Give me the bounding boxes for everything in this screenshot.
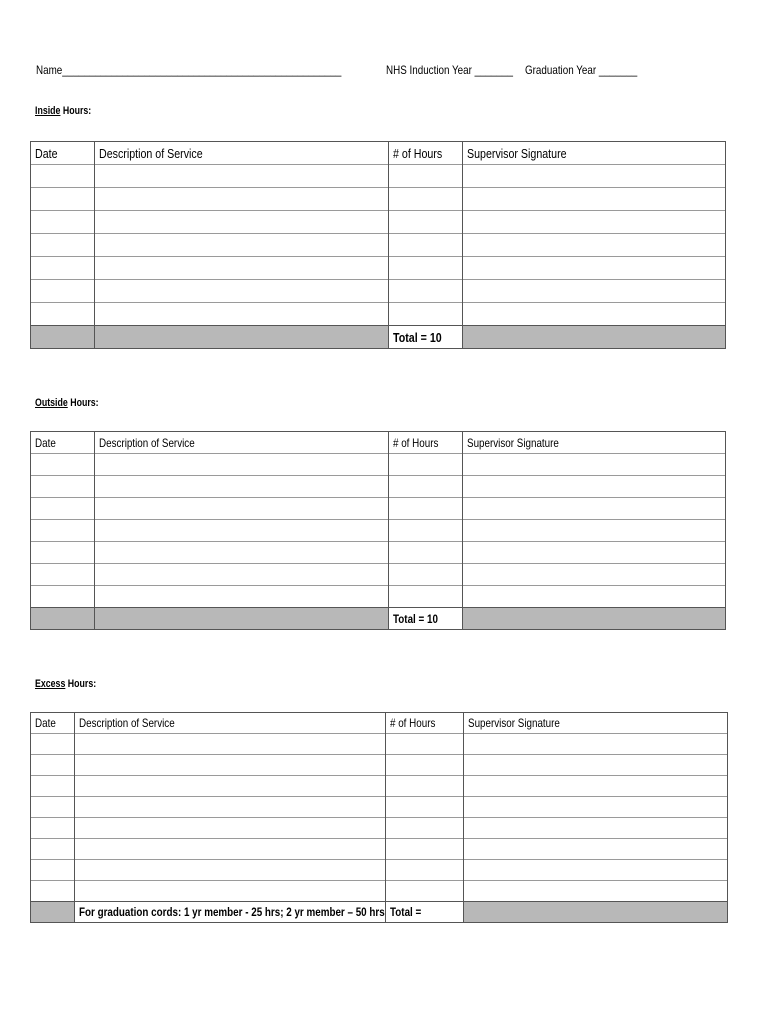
signature-cell[interactable]: [463, 498, 726, 520]
date-cell[interactable]: [31, 564, 95, 586]
excess-heading-rest: Hours:: [65, 678, 97, 690]
signature-cell[interactable]: [463, 257, 726, 280]
table-row: [31, 818, 728, 839]
date-cell[interactable]: [31, 211, 95, 234]
hours-cell[interactable]: [386, 755, 464, 776]
hours-cell[interactable]: [389, 454, 463, 476]
signature-cell[interactable]: [463, 476, 726, 498]
table-header-row: [31, 432, 726, 454]
table-row: [31, 542, 726, 564]
signature-cell[interactable]: [463, 454, 726, 476]
signature-cell[interactable]: [463, 280, 726, 303]
hours-cell[interactable]: [389, 234, 463, 257]
excess-hours-heading: [35, 678, 96, 690]
description-cell[interactable]: [95, 520, 389, 542]
shaded-cell: [95, 326, 389, 349]
hours-column-header: # of Hours: [389, 432, 463, 454]
description-cell[interactable]: [95, 280, 389, 303]
graduation-year-label: Graduation Year _______: [525, 63, 638, 77]
nhs-induction-year-label: NHS Induction Year _______: [386, 63, 513, 77]
description-cell[interactable]: [95, 257, 389, 280]
table-row: [31, 454, 726, 476]
date-cell[interactable]: [31, 860, 75, 881]
hours-cell[interactable]: [386, 797, 464, 818]
outside-hours-table: [30, 431, 726, 630]
table-row: [31, 211, 726, 234]
hours-cell[interactable]: [389, 586, 463, 608]
description-cell[interactable]: [75, 776, 386, 797]
description-column-header: Description of Service: [95, 142, 389, 165]
date-cell[interactable]: [31, 520, 95, 542]
signature-cell[interactable]: [464, 797, 728, 818]
signature-cell[interactable]: [463, 211, 726, 234]
table-row: [31, 257, 726, 280]
table-row: [31, 839, 728, 860]
date-cell[interactable]: [31, 755, 75, 776]
total-label: Total =: [386, 902, 464, 923]
table-row: [31, 860, 728, 881]
signature-cell[interactable]: [464, 818, 728, 839]
signature-cell[interactable]: [463, 188, 726, 211]
signature-column-header: Supervisor Signature: [464, 713, 728, 734]
description-cell[interactable]: [95, 586, 389, 608]
date-cell[interactable]: [31, 303, 95, 326]
description-cell[interactable]: [75, 755, 386, 776]
date-column-header: Date: [31, 142, 95, 165]
signature-cell[interactable]: [464, 860, 728, 881]
description-cell[interactable]: [95, 165, 389, 188]
date-cell[interactable]: [31, 776, 75, 797]
date-cell[interactable]: [31, 734, 75, 755]
date-cell[interactable]: [31, 188, 95, 211]
description-cell[interactable]: [95, 542, 389, 564]
hours-cell[interactable]: [389, 476, 463, 498]
table-row: [31, 564, 726, 586]
inside-heading-underlined: Inside: [35, 105, 61, 117]
hours-cell[interactable]: [389, 280, 463, 303]
total-row: [31, 326, 726, 349]
signature-cell[interactable]: [463, 586, 726, 608]
description-cell[interactable]: [75, 881, 386, 902]
description-cell[interactable]: [95, 498, 389, 520]
signature-cell[interactable]: [463, 542, 726, 564]
signature-cell[interactable]: [463, 564, 726, 586]
hours-cell[interactable]: [389, 165, 463, 188]
table-row: [31, 755, 728, 776]
table-row: [31, 498, 726, 520]
shaded-cell: [31, 608, 95, 630]
outside-heading-rest: Hours:: [67, 397, 99, 409]
description-cell[interactable]: [75, 818, 386, 839]
table-row: [31, 234, 726, 257]
excess-heading-underlined: Excess: [35, 678, 66, 690]
date-cell[interactable]: [31, 881, 75, 902]
hours-cell[interactable]: [386, 860, 464, 881]
signature-column-header: Supervisor Signature: [463, 142, 726, 165]
hours-column-header: # of Hours: [386, 713, 464, 734]
description-cell[interactable]: [95, 454, 389, 476]
table-row: [31, 881, 728, 902]
inside-hours-table: [30, 141, 726, 349]
hours-cell[interactable]: [389, 542, 463, 564]
shaded-cell: [31, 326, 95, 349]
description-cell[interactable]: [75, 860, 386, 881]
excess-hours-table: [30, 712, 728, 923]
date-cell[interactable]: [31, 818, 75, 839]
description-cell[interactable]: [95, 303, 389, 326]
total-label: Total = 10: [389, 326, 463, 349]
signature-cell[interactable]: [463, 165, 726, 188]
date-cell[interactable]: [31, 839, 75, 860]
hours-cell[interactable]: [386, 839, 464, 860]
date-cell[interactable]: [31, 280, 95, 303]
hours-cell[interactable]: [389, 257, 463, 280]
description-column-header: Description of Service: [95, 432, 389, 454]
hours-cell[interactable]: [386, 881, 464, 902]
signature-cell[interactable]: [463, 520, 726, 542]
description-cell[interactable]: [95, 564, 389, 586]
table-row: [31, 165, 726, 188]
signature-column-header: Supervisor Signature: [463, 432, 726, 454]
date-cell[interactable]: [31, 797, 75, 818]
date-column-header: Date: [31, 713, 75, 734]
date-column-header: Date: [31, 432, 95, 454]
description-cell[interactable]: [75, 839, 386, 860]
hours-cell[interactable]: [389, 564, 463, 586]
outside-heading-underlined: Outside: [35, 397, 68, 409]
table-row: [31, 586, 726, 608]
table-row: [31, 476, 726, 498]
table-row: [31, 797, 728, 818]
shaded-cell: [464, 902, 728, 923]
hours-column-header: # of Hours: [389, 142, 463, 165]
table-row: [31, 280, 726, 303]
hours-cell[interactable]: [389, 211, 463, 234]
hours-cell[interactable]: [389, 303, 463, 326]
table-row: [31, 776, 728, 797]
date-cell[interactable]: [31, 476, 95, 498]
inside-heading-rest: Hours:: [60, 105, 92, 117]
shaded-cell: [463, 326, 726, 349]
signature-cell[interactable]: [463, 303, 726, 326]
hours-cell[interactable]: [389, 188, 463, 211]
signature-cell[interactable]: [464, 755, 728, 776]
date-cell[interactable]: [31, 498, 95, 520]
date-cell[interactable]: [31, 257, 95, 280]
signature-cell[interactable]: [463, 234, 726, 257]
date-cell[interactable]: [31, 586, 95, 608]
description-column-header: Description of Service: [75, 713, 386, 734]
description-cell[interactable]: [95, 211, 389, 234]
total-row: [31, 608, 726, 630]
table-row: [31, 188, 726, 211]
hours-cell[interactable]: [389, 520, 463, 542]
description-cell[interactable]: [95, 476, 389, 498]
signature-cell[interactable]: [464, 839, 728, 860]
date-cell[interactable]: [31, 542, 95, 564]
table-row: [31, 520, 726, 542]
table-row: [31, 303, 726, 326]
shaded-cell: [463, 608, 726, 630]
name-field-label: Name___________________________________________________: [36, 63, 342, 77]
date-cell[interactable]: [31, 234, 95, 257]
shaded-cell: [31, 902, 75, 923]
hours-cell[interactable]: [386, 734, 464, 755]
description-cell[interactable]: [75, 734, 386, 755]
date-cell[interactable]: [31, 454, 95, 476]
signature-cell[interactable]: [464, 734, 728, 755]
description-cell[interactable]: [95, 188, 389, 211]
description-cell[interactable]: [95, 234, 389, 257]
signature-cell[interactable]: [464, 776, 728, 797]
signature-cell[interactable]: [464, 881, 728, 902]
outside-hours-heading: [35, 397, 99, 409]
graduation-cords-note: For graduation cords: 1 yr member - 25 hrs; 2 yr member – 50 hrs: [75, 902, 386, 923]
hours-cell[interactable]: [389, 498, 463, 520]
inside-hours-heading: [35, 105, 91, 117]
total-row: [31, 902, 728, 923]
date-cell[interactable]: [31, 165, 95, 188]
table-row: [31, 734, 728, 755]
table-header-row: [31, 713, 728, 734]
table-header-row: [31, 142, 726, 165]
total-label: Total = 10: [389, 608, 463, 630]
description-cell[interactable]: [75, 797, 386, 818]
hours-cell[interactable]: [386, 776, 464, 797]
shaded-cell: [95, 608, 389, 630]
hours-cell[interactable]: [386, 818, 464, 839]
